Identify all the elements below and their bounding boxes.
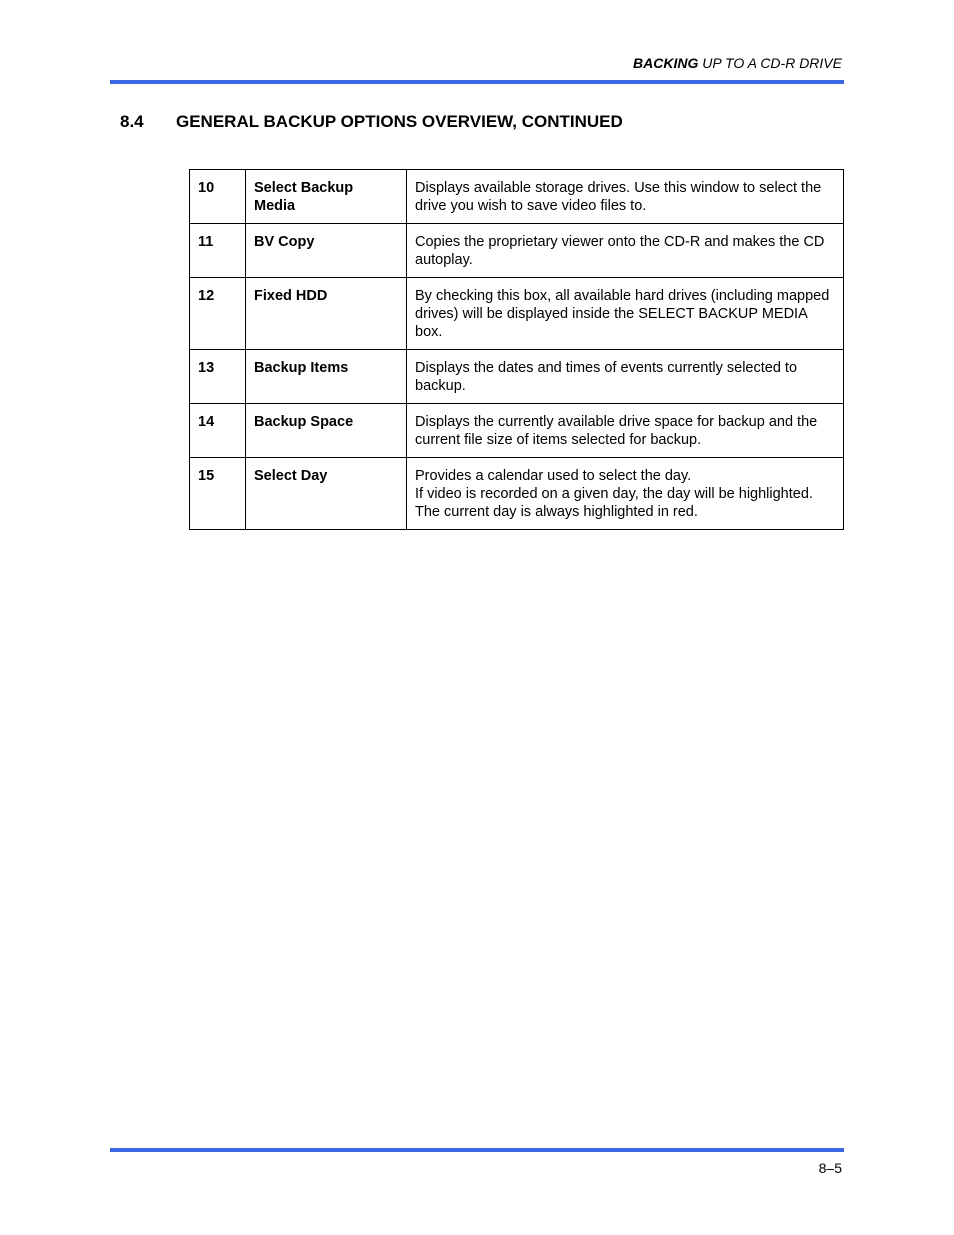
- table-row: [190, 350, 844, 404]
- description-line: If video is recorded on a given day, the day will be highlighted. The current day is always highlighted in red.: [415, 486, 813, 520]
- running-header-rest: UP TO A CD-R DRIVE: [698, 55, 842, 71]
- row-number: 14: [190, 404, 246, 458]
- footer-rule: [110, 1148, 844, 1152]
- option-description: [407, 350, 844, 404]
- description-line: Provides a calendar used to select the day.: [415, 468, 692, 484]
- option-description: [407, 278, 844, 350]
- description-line: Displays the dates and times of events currently selected to backup.: [415, 360, 798, 394]
- table-row: [190, 404, 844, 458]
- row-number: 15: [190, 458, 246, 530]
- option-name: BV Copy: [246, 224, 407, 278]
- header-rule: [110, 80, 844, 84]
- options-table: [189, 169, 844, 530]
- table-row: [190, 458, 844, 530]
- table-row: [190, 224, 844, 278]
- option-description: [407, 404, 844, 458]
- running-header: [633, 55, 842, 71]
- options-table-body: [190, 170, 844, 530]
- row-number: 10: [190, 170, 246, 224]
- description-line: By checking this box, all available hard drives (including mapped drives) will be displayed inside the SELECT BACKUP MEDIA box.: [415, 288, 830, 340]
- row-number: 11: [190, 224, 246, 278]
- option-name: Select Backup Media: [246, 170, 407, 224]
- table-row: [190, 278, 844, 350]
- description-line: Displays the currently available drive space for backup and the current file size of items selected for backup.: [415, 414, 818, 448]
- row-number: 12: [190, 278, 246, 350]
- section-heading: [120, 112, 623, 132]
- section-number: 8.4: [120, 112, 144, 131]
- option-description: [407, 458, 844, 530]
- option-description: [407, 224, 844, 278]
- option-name: Select Day: [246, 458, 407, 530]
- section-title: GENERAL BACKUP OPTIONS OVERVIEW, CONTINUED: [176, 112, 623, 131]
- description-line: Displays available storage drives. Use this window to select the drive you wish to save video files to.: [415, 180, 822, 214]
- option-name: Backup Space: [246, 404, 407, 458]
- table-row: [190, 170, 844, 224]
- description-line: Copies the proprietary viewer onto the CD-R and makes the CD autoplay.: [415, 234, 825, 268]
- option-name: Backup Items: [246, 350, 407, 404]
- option-name: Fixed HDD: [246, 278, 407, 350]
- option-description: [407, 170, 844, 224]
- page-number: 8–5: [818, 1160, 842, 1176]
- running-header-strong: BACKING: [633, 55, 699, 71]
- row-number: 13: [190, 350, 246, 404]
